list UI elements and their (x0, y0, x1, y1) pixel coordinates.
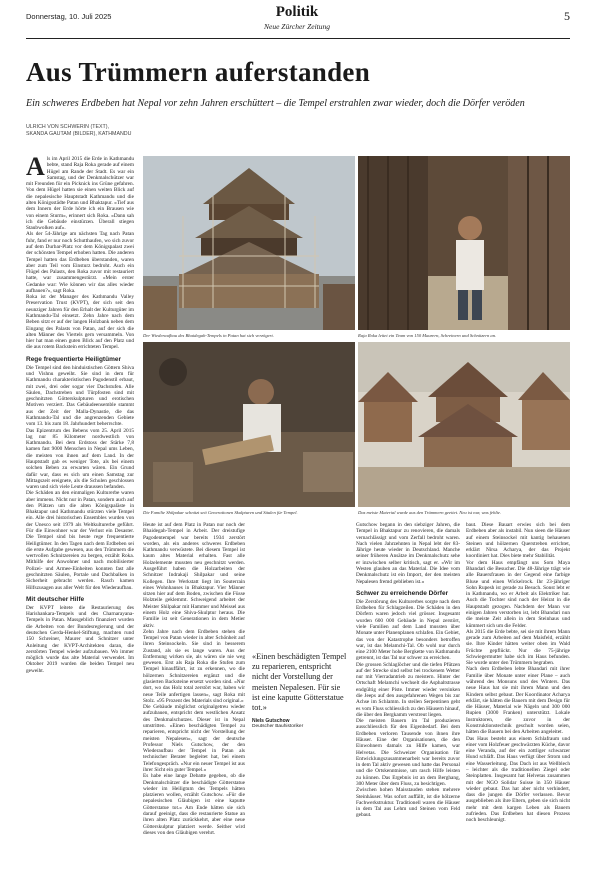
page-number: 5 (564, 9, 570, 23)
photo-caption: Raja Roka leitet ein Team von 150 Maurern, Schreinern und Schnitzern an. (358, 333, 497, 338)
subheading: Schwer zu erreichende Dörfer (356, 589, 449, 597)
paragraph: Heute ist auf dem Platz in Patan nur noch der Bhaidegah-Tempel in Arbeit. Der dreistufige Pagodentempel war bereits 1934 zerstört worden, als ein anderes schweres Erdbeben Kathmandu verwüstete. Bei diesem Tempel ist kaum altes Material erhalten. Fast alle Holzelemente mussten neu geschnitzt werden. Ausgeführt haben die Holzarbeiten der Schnitzer Indrakaji Shilpakar und seine Kollegen. Ihre Werkstatt liegt im Souterrain eines Wohnhauses in Bhaktapur. Vier Männer sitzen hier auf dem Boden, zwischen die Füsse Holzteile geklemmt. Schweigend arbeitet der Meister Shilpakar mit Hammer und Meissel aus einem Holz eine Shiva-Skulptur heraus. Die Familie ist seit Generationen in dem Metier aktiv. (143, 522, 245, 629)
subheading: Rege frequentierte Heiligtümer (26, 355, 121, 363)
paragraph: Nach dem Erdbeben lebte Bhandari mit ihrer Familie über Monate unter einer Plane – auch während des Monsuns und des Winters. Das neue Haus hat sie mit ihrem Mann und den Kindern selbst gebaut. Der Koordinator Acharya erklärt, sie hätten die Bauern mit dem Design für die Häuser, Material wie Nägeln und 300 000 Rupien (3000 Franken) unterstützt. Lokale Instruktoren, die zuvor in der Konstruktionstechnik geschult worden seien, hätten die Bauern bei den Arbeiten angeleitet. (466, 666, 570, 736)
issue-date: Donnerstag, 10. Juli 2025 (26, 12, 112, 21)
section-title: Politik (275, 4, 319, 20)
paragraph: Die grossen Schlaglöcher und die tiefen Pfützen auf der Strecke sind selbst bei trockenem Wetter nur mit Vierradantrieb zu meistern. Hinter der Ortschaft Melamchi wechselt die Asphaltstrasse endgültig einer Piste. Immer wieder versinken die Jeeps auf den ausgefahrenen Wegen bis zur Achse im Schlamm. In steilen Serpentinen geht es vom Fluss schliesslich zu den Häusern hinauf, die über den Bergkamm verstreut liegen. (356, 661, 460, 718)
temple-image (143, 156, 355, 330)
paragraph: Die meisten Bauern im Tal produzieren ausschliesslich für den Eigenbedarf. Bei dem Erdbeben verloren Tausende von ihnen ihre Häuser. Eine der Organisationen, die den Einwohnern damals zu Hilfe kamen, war Helvetas. Die Schweizer Organisation für Entwicklungszusammenarbeit war bereits zuvor in dem Tal aktiv gewesen und hatte das Personal und die Ortskenntnisse, um rasch Hilfe leisten zu können. Das Ergebnis ist an dem Berghang, 300 Meter über dem Fluss, zu besichtigen. (356, 718, 460, 787)
photo-caption: Die Familie Shilpakar schnitzt seit Generationen Skulpturen und Säulen für Tempel. (143, 510, 298, 515)
paragraph: Gutschow begann in den siebziger Jahren, die Tempel in Bhaktapur zu renovieren, die damals vernachlässigt und vom Zerfall bedroht waren. Nach vielen Jahrzehnten in Nepal lebt der 83-Jährige heute wieder in Deutschland. Manche seiner früheren Ansätze im Denkmalschutz sehe er inzwischen selber kritisch, sagt er. «Wir im Westen glauben an das Material. Die Idee vom Denkmalschutz ist ein Import, der den meisten Nepalesen fremd geblieben ist.» (356, 522, 460, 585)
photo-caption: Der Wiederaufbau des Bhaidegah-Tempels in Patan hat sich verzögert. (143, 333, 274, 338)
dropcap: A (26, 156, 45, 181)
paragraph: ls im April 2015 die Erde in Kathmandu bebte, stand Raja Roka gerade auf einem Hügel am Rande der Stadt. Es war ein Samstag, und der Denkmalschützer war mit Freunden für ein Picknick ins Grüne gefahren. Von dem Hügel hatten sie einen weiten Blick auf die nepalesische Hauptstadt Kathmandu und die alten Königsstädte Patan und Bhaktapur. «Tief aus dem Innern der Erde hörte ich ein Brausen wie von einem Sturm», erinnert sich Roka. «Dann sah ich die Gebäude einstürzen. Überall stiegen Staubwolken auf». (26, 156, 134, 232)
paragraph: Als der 54-Jährige am nächsten Tag nach Patan fuhr, fand er nur noch Schutthaufen, wo sich zuvor auf dem Durbar-Platz vor dem Königspalast zwei der schönsten Tempel erhoben hatten. Die anderen Tempel hatten das Erdbeben überstanden, waren aber zum Teil vom Einsturz bedroht. Auch ein Flügel des Palasts, den Roka zuvor mit restauriert hatte, war zusammengestürzt. «Mein erster Gedanke war: Wie können wir das alles wieder aufbauen?», sagt Roka. (26, 231, 134, 294)
photo-durbar-square (358, 342, 570, 507)
paragraph: baut. Diese Bauart erwies sich bei dem Erdbeben aber als instabil. Nun sieen die Häuser auf einem Steinsockel mit kantig behauenen Steinen und hölzernen Querstreben errichtet, erklärt Nirsa Acharya, der das Projekt koordiniert hat. Dies biete mehr Stabilität. (466, 522, 570, 560)
carvers-image (143, 342, 355, 507)
paragraph: Die Tempel sind den hinduistischen Göttern Shiva und Vishnu geweiht. Sie sind in dem für Kathmandu charakteristischen Pagodenstil erbaut, mit zwei, drei oder sogar vier Dachstufen. Alle Säulen, Dachstreben und Türpfosten sind mit geschnitzten Götterskulpturen und erotischen Motiven verziert. Das Gebäudeensemble stammt aus der Zeit der Malla-Dynastie, die das Kathmandu-Tal und die angrenzenden Gebiete vom 13. bis zum 18. Jahrhundert beherrschte. (26, 364, 134, 428)
article-column-2 (143, 522, 245, 856)
subheading: Mit deutscher Hilfe (26, 595, 85, 603)
pull-quote-role: Deutscher Bauhistoriker (252, 724, 304, 730)
standfirst: Ein schweres Erdbeben hat Nepal vor zehn Jahren erschüttert – die Tempel erstrahlen zwar wieder, doch die Dörfer veröden (26, 98, 525, 109)
article-column-4 (466, 522, 570, 856)
paragraph: Zehn Jahre nach dem Erdbeben stehen die Tempel von Patan wieder in alter Schönheit auf ihren Steinsockeln. Sie sind in besserem Zustand, als sie es lange waren. Aus der Entfernung wirken sie, als wären sie nie weg gewesen. Erst als Raja Roka die Stufen zum Tempel hinauffährt, ist zu erkennen, wo die hölzernen Schnitzereien ergänzt und die glasierten Backsteine ersetzt worden sind. «Nur dort, wo das Holz total zerstört war, haben wir neue Teile anfertigen lassen», sagt Roka mit Stolz. «95 Prozent des Materials sind original.» (143, 628, 245, 704)
paragraph: Die Schäden an den einmaligen Kulturerbe waren aber immens. Nicht nur in Patan, sondern auch auf den Plätzen um die alten Königspaläste in Bhaktapur und Kathmandu stürzten viele Tempel ein. Alle drei historischen Ensembles wurden von der Unesco seit 1979 als Weltkulturerbe geführt. Für die Einwohner war der Verlust ein Desaster. Die Tempel sind bis heute rege frequentierte Heiligtümer. In den Tagen nach dem Erdbeben sei die erste Aufgabe gewesen, aus den Trümmern die wertvollen Schnitzereien zu bergen, erzählt Roka. Mithilfe der Anwohner und nach mobilisierter Polizei- und Armee-Einheiten konnten fast alle geschnitzten Säulen, Portale und Dachbalken in Sicherheit gebracht werden. Rasch kamen Hilfszusagen aus aller Welt für den Wiederaufbau. (26, 490, 134, 591)
article-column-1 (26, 156, 134, 856)
pull-quote-text: «Einen beschädigten Tempel zu reparieren, entspricht nicht der Vorstellung der meisten Nepalesen. Für sie ist eine kaputte Götterstatue tot.» (252, 652, 347, 713)
square-image (358, 342, 570, 507)
paragraph: Das Haus besteht aus einem Schlafraum und einer vom Holzfeuer geschwärzten Küche, davor eine Veranda, auf der ein zottliger schwarzer Hund schläft. Das Haus verfügt über Strom und eine Wasserleitung. Das Dach ist aus Wellblech – leichter als die traditionellen Ziegel oder Steinplatten. Insgesamt hat Helvetas zusammen mit der NGO Solidar Suisse in 350 Häuser wieder gebaut. Das hat aber nicht verhindert, dass die jungen die Dörfer verlassen. Bevor ausgeblieben als ihre Eltern, geben sie sich nicht mehr mit dem kargen Leben als Bauern zufrieden. Das Erdbeben hat diesen Prozess noch beschleunigt. (466, 735, 570, 824)
photo-portrait-roka (358, 156, 570, 330)
newspaper-name: Neue Zürcher Zeitung (264, 22, 330, 31)
photo-caption: Das meiste Material wurde aus den Trümmern geettet. Neu ist nur, was fehlte. (358, 510, 502, 515)
photo-temple-scaffold (143, 156, 355, 330)
pull-quote-author: Niels Gutschow (252, 718, 290, 725)
byline (26, 124, 131, 138)
byline-photos: SKANDA GAUTAM (BILDER), KATHMANDU (26, 131, 132, 137)
paragraph: Die Gebäude möglichst originalgetreu wieder aufzubauen, entspricht dem westlichen Ansatz des Denkmalschutzes. Dieser ist in Nepal umstritten. «Einen beschädigten Tempel zu reparieren, entspricht nicht der Vorstellung der meisten Nepalesen», sagt der deutsche Professor Niels Gutschow, der den Wiederaufbau der Tempel in Patan als technischer Berater begleitet hat, bei einem Telefongespräch. «Nur ein neuer Tempel ist aus ihrer Sicht ein guter Tempel.» (143, 704, 245, 773)
header-rule (26, 38, 570, 39)
paragraph: Roka ist der Manager des Kathmandu Valley Preservation Trust (KVPT), der sich seit den neunziger Jahren für den Erhalt der Kulturgüter im Kathmandu-Tal einsetzt. Zehn Jahre nach dem Beben sitzt er auf der langen Holzbank neben dem Eingang des Palasts von Patan, auf der sich die alten Männer des Viertels gern versammeln. Von hier hat man einen guten Blick auf den Platz und die aus rotem Backstein errichteten Tempel. (26, 294, 134, 351)
paragraph: Die Zerstörung des Kulturerbes sorgte nach dem Erdbeben für Schlagzeilen. Die Schäden in den Dörfern waren jedoch viel grösser. Insgesamt wurden 600 000 Gebäude in Nepal zerstört, viele Familien auf dem Land mussten über Monate unter Planenplanen schlafen. Ein Gebiet, das von der Katastrophe besonders betroffen war, ist das Melamchi-Tal. Ob wohl nur durch eine 2100 Meter hohe Bergkette von Kathmandu getrennt, ist das Tal nur schwer zu erreichen. (356, 598, 460, 662)
paragraph: Vor dem Haus empfängt uns Som Maya Bhandari die Besucher. Die 48-Jährige trägt wie alle Bauersfrauen in der Gegend eine farbige Bluse und einen Wickelrock. Ihr 23-jähriger Sohn Rupesh ist gerade zu Besuch. Sonst lebt er in Kathmandu, wo er Arbeit als Elektriker hat. Auch die Tochter sind nach der Heirat in die Hauptstadt gezogen. Nachdem der Mann vor einigen Jahren verstorben ist, lebt Bhandari nun die meiste Zeit allein in dem Steinhaus und kümmert sich um die Felder. (466, 559, 570, 629)
byline-text: ULRICH VON SCHWERIN (TEXT), (26, 124, 109, 130)
paragraph: Es habe eine lange Debatte gegeben, ob die Denkmalschützer die beschädigte Götterstatue wieder im Heiligtum des Tempels hätten platzieren wollen, erzählt Gutschow. «Für die nepalesischen Gläubigen ist eine kaputte Götterstatue tot.» Am Ende hätten sie sich darauf geeinigt, dass die restaurierte Statue an ihren alten Platz zurückkehrt, aber eine neue Götterskulptur platziert werde. Seither wird dieses von den Gläubigen verehrt. (143, 773, 245, 836)
paragraph: Als 2015 die Erde bebte, sei sie mit ihrem Mann gerade zum Arbeiten auf dem Maisfeld, erzählt sie. Ihre Kinder hätten weiter oben im Wald Früchte gepflückt. Nur die 75-jährige Schwiegermutter habe sich im Haus befunden. Sie wurde unter den Trümmern begraben. (466, 628, 570, 667)
pull-quote (252, 652, 348, 729)
paragraph: Zwischen hohen Maisstauden stehen mehrere Steinhäuser. Was sofort auffällt, ist die hölzerne Fachwerkstruktur. Traditionell waren die Häuser in dem Tal aus Lehm und Steinen vom Feld gebaut. (356, 787, 460, 819)
article-column-3 (356, 522, 460, 856)
paragraph: Das Epizentrum des Bebens vom 25. April 2015 lag nur 85 Kilometer nordwestlich von Kathmandu. Bei dem Erdstoss der Stärke 7,8 kamen fast 9000 Menschen in Nepal ums Leben, die meisten von ihnen auf dem Land. In der Hauptstadt gab es weniger Tote, als bei einem solchen Beben zu erwarten wären. Ein Grund dafür war, dass es sich um einen Samstag zur Mittagszeit ereignete, als die Schulen geschlossen waren und sich viele Leute draussen befanden. (26, 427, 134, 491)
portrait-image (358, 156, 570, 330)
photo-carvers (143, 342, 355, 507)
headline: Aus Trümmern auferstanden (26, 57, 371, 87)
paragraph: Der KVPT leitete die Restaurierung des Harishankara-Tempels und des Charnarayana-Tempels in Patan. Massgeblich finanziert wurden die Arbeiten von der Bundesregierung und der deutschen Gerda-Henkel-Stiftung, machten rund 150 Schreiner, Maurer und Schnitzer unter Anleitung der KVPT-Architekten daran, die zerstörten Tempel wieder aufzubauen. Wo immer möglich wurde das alte Material verwendet. Im Oktober 2019 wurden die beiden Tempel neu geweiht. (26, 604, 134, 674)
